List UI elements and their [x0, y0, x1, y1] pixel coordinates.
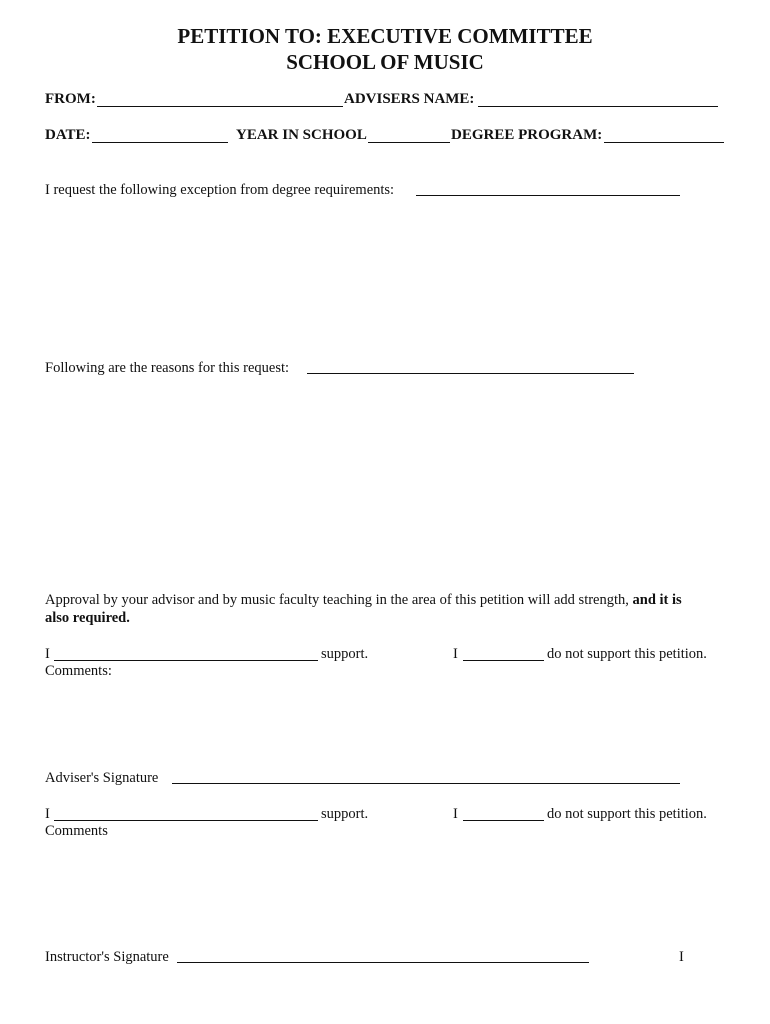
trailing-mark: I: [679, 949, 684, 965]
approval-note-required-1: and it is: [632, 592, 682, 608]
adviser-signature-label: Adviser's Signature: [45, 770, 159, 786]
instructor-signature-field[interactable]: [177, 962, 589, 963]
degree-program-field[interactable]: [604, 142, 724, 143]
date-label: DATE:: [45, 127, 91, 143]
exception-prompt: I request the following exception from degree requirements:: [45, 182, 395, 198]
advisers-name-label: ADVISERS NAME:: [344, 91, 475, 107]
instructor-i-label: I: [45, 806, 50, 822]
adviser-i-label: I: [45, 646, 50, 662]
adviser-signature-field[interactable]: [172, 783, 680, 784]
adviser-support-label: support.: [321, 646, 369, 662]
adviser-comments-label: Comments:: [45, 663, 112, 679]
instructor-signature-label: Instructor's Signature: [45, 949, 169, 965]
reasons-prompt: Following are the reasons for this request:: [45, 360, 290, 376]
advisers-name-field[interactable]: [478, 106, 718, 107]
adviser-support-field[interactable]: [54, 660, 318, 661]
reasons-field[interactable]: [307, 373, 634, 374]
year-in-school-label: YEAR IN SCHOOL: [236, 127, 367, 143]
page-subtitle: SCHOOL OF MUSIC: [286, 50, 484, 74]
approval-note: [45, 592, 682, 609]
approval-note-required-2: also required.: [45, 610, 130, 626]
date-field[interactable]: [92, 142, 228, 143]
adviser-i-label-2: I: [453, 646, 458, 662]
from-field[interactable]: [97, 106, 343, 107]
page-title: PETITION TO: EXECUTIVE COMMITTEE: [177, 24, 593, 48]
instructor-not-support-field[interactable]: [463, 820, 544, 821]
adviser-not-support-label: do not support this petition.: [547, 646, 707, 662]
approval-note-text: Approval by your advisor and by music faculty teaching in the area of this petition will add strength,: [45, 592, 629, 608]
instructor-support-field[interactable]: [54, 820, 318, 821]
from-label: FROM:: [45, 91, 96, 107]
instructor-support-label: support.: [321, 806, 369, 822]
degree-program-label: DEGREE PROGRAM:: [451, 127, 603, 143]
exception-field[interactable]: [416, 195, 680, 196]
instructor-i-label-2: I: [453, 806, 458, 822]
instructor-comments-label: Comments: [45, 823, 108, 839]
year-in-school-field[interactable]: [368, 142, 450, 143]
adviser-not-support-field[interactable]: [463, 660, 544, 661]
instructor-not-support-label: do not support this petition.: [547, 806, 707, 822]
